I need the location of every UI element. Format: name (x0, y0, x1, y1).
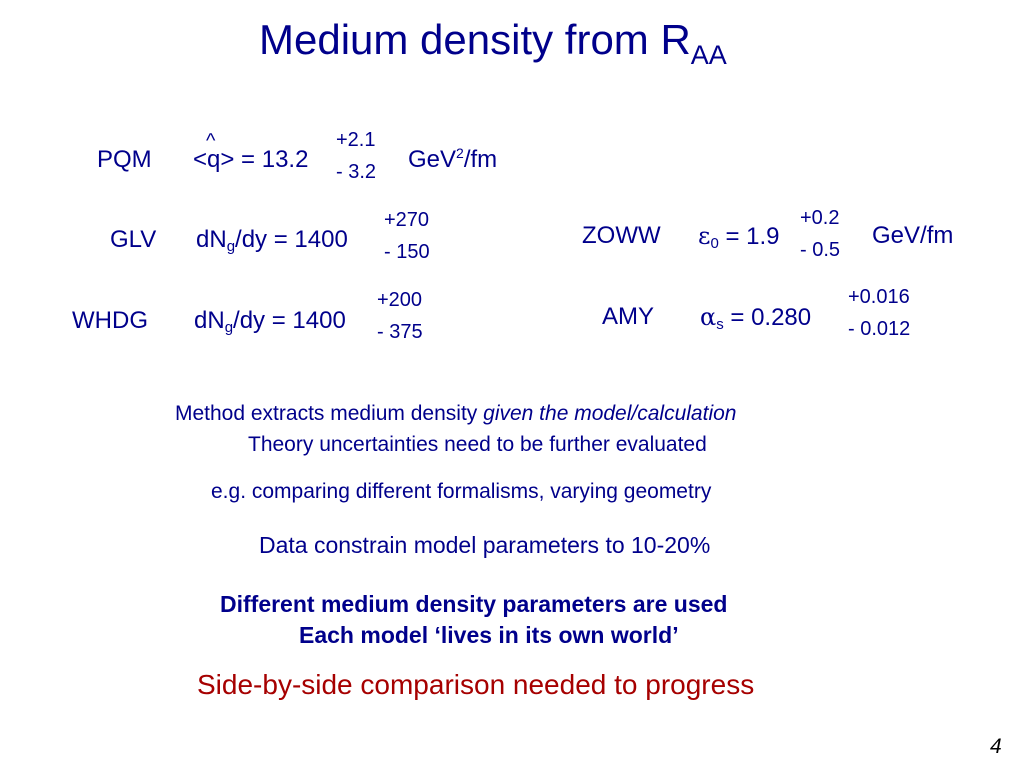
whdg-expression-dn: dN (194, 307, 225, 334)
whdg-label: WHDG (72, 307, 148, 334)
page-number: 4 (990, 735, 1002, 758)
pqm-error-minus: - 3.2 (336, 161, 377, 183)
zoww-unit: GeV/fm (872, 222, 954, 249)
amy-label: AMY (602, 303, 655, 330)
zoww-symbol-subscript: 0 (710, 235, 719, 252)
amy-symbol-subscript: s (716, 316, 724, 333)
zoww-error-plus: +0.2 (800, 207, 840, 229)
amy-error-plus: +0.016 (848, 286, 910, 308)
example-note: e.g. comparing different formalisms, varying geometry (211, 480, 712, 503)
glv-expression-subscript: g (226, 238, 236, 255)
epsilon-symbol: ε (698, 222, 711, 250)
zoww-error-minus: - 0.5 (800, 239, 841, 261)
method-note (175, 401, 736, 427)
glv-label: GLV (110, 226, 157, 253)
amy-error-minus: - 0.012 (848, 318, 911, 340)
glv-error-minus: - 150 (384, 241, 430, 263)
bold-statement-1: Different medium density parameters are used (220, 591, 728, 617)
alpha-symbol: α (700, 303, 717, 331)
amy-value: = 0.280 (723, 304, 812, 331)
pqm-unit (408, 146, 497, 174)
amy-expression (700, 303, 811, 332)
whdg-expression-value: /dy = 1400 (233, 307, 346, 334)
glv-expression (196, 226, 348, 254)
whdg-error-plus: +200 (377, 289, 423, 311)
method-note-text: Method extracts medium density (175, 402, 484, 425)
pqm-label: PQM (97, 146, 152, 173)
bold-statement-2: Each model ‘lives in its own world’ (299, 622, 679, 648)
glv-expression-dn: dN (196, 226, 227, 253)
glv-expression-value: /dy = 1400 (235, 226, 348, 253)
method-note-italic: given the model/calculation (483, 402, 737, 425)
zoww-value: = 1.9 (718, 223, 780, 250)
conclusion: Side-by-side comparison needed to progress (197, 669, 755, 700)
constrain-note: Data constrain model parameters to 10-20% (259, 532, 711, 558)
zoww-expression (698, 222, 780, 251)
pqm-error-plus: +2.1 (336, 129, 376, 151)
slide-title (259, 16, 727, 70)
slide-title-subscript: AA (690, 40, 727, 70)
pqm-unit-base: GeV (408, 146, 457, 173)
pqm-unit-tail: /fm (463, 146, 498, 173)
zoww-label: ZOWW (582, 222, 661, 249)
whdg-error-minus: - 375 (377, 321, 423, 343)
slide-title-main: Medium density from R (259, 16, 691, 63)
theory-note: Theory uncertainties need to be further evaluated (248, 433, 707, 456)
whdg-expression (194, 307, 346, 335)
glv-error-plus: +270 (384, 209, 430, 231)
pqm-qhat-value: <q> = 13.2 (193, 146, 309, 173)
pqm-unit-exponent: 2 (456, 145, 464, 161)
pqm-q-hat: ^ (206, 130, 216, 152)
whdg-expression-subscript: g (224, 319, 234, 336)
